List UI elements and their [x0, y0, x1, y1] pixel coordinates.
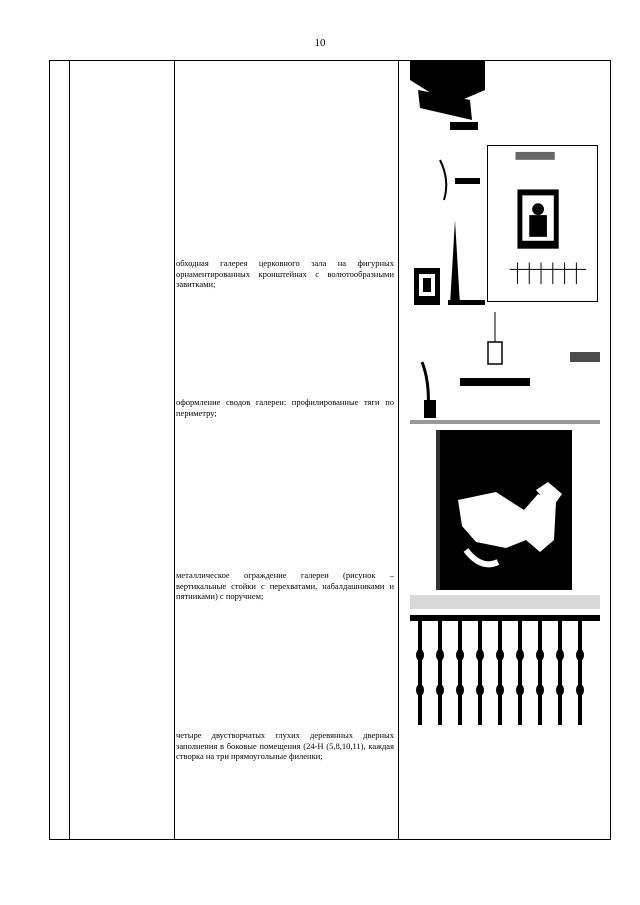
description-gallery: обходная галерея церковного зала на фигурных орнаментированных кронштейнах с волютообразными завитками;: [176, 258, 394, 289]
column-divider: [69, 61, 70, 839]
icon-window-photo: [487, 145, 598, 302]
column-divider: [174, 61, 175, 839]
gallery-brackets-photo: [410, 60, 485, 305]
page-number: 10: [314, 37, 326, 49]
description-vaults: оформление сводов галереи: профилированные тяги по периметру;: [176, 397, 394, 418]
vault-lamp-photo: [410, 312, 600, 424]
description-railing: металлическое ограждение галереи (рисунок – вертикальные стойки с перехватами, набалдашниками и пятниками) с поручнем;: [176, 570, 394, 601]
vault-moulding-photo: [436, 430, 572, 590]
column-divider: [398, 61, 399, 839]
description-doors: четыре двустворчатых глухих деревянных дверных заполнения в боковые помещения (24-Н (5,8,10,11), каждая створка на три прямоугольные филенки;: [176, 730, 394, 761]
railing-photo: [410, 595, 600, 725]
